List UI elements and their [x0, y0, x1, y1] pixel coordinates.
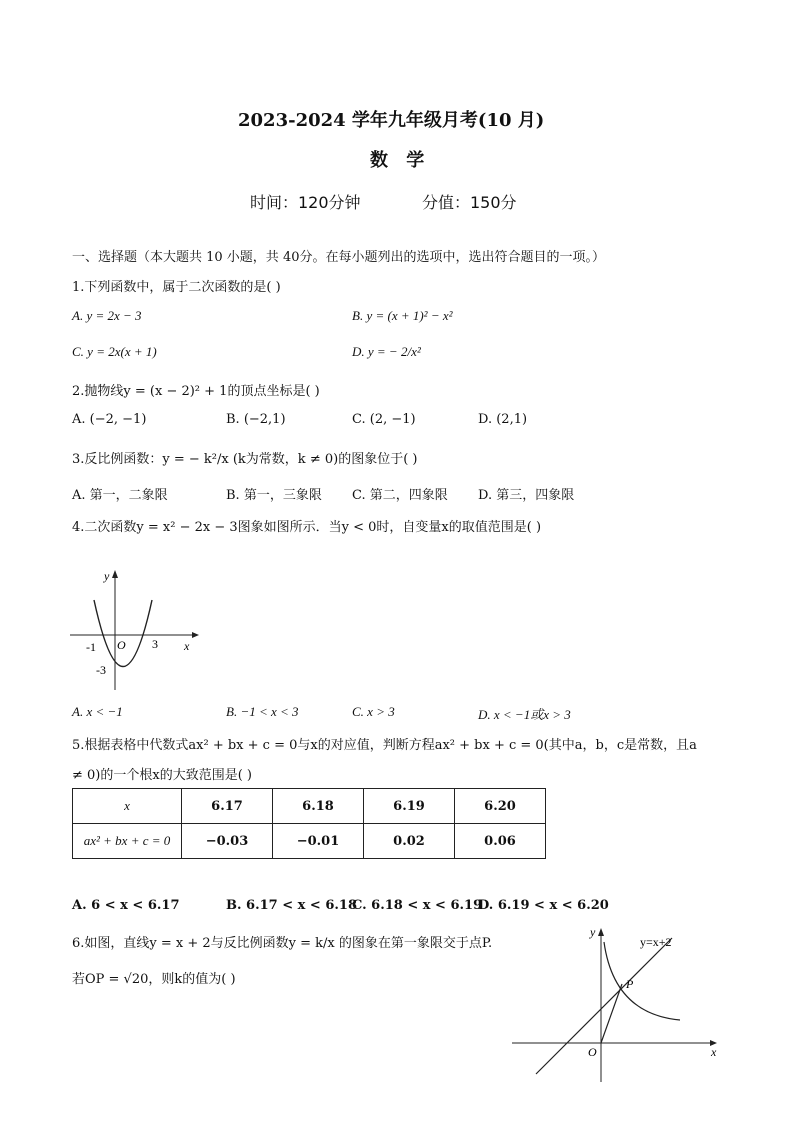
subject-title: 数 学: [370, 150, 431, 171]
root-3-label: 3: [152, 637, 158, 651]
origin-label: O: [588, 1045, 597, 1059]
question-6-stem-line1: 6.如图，直线y = x + 2与反比例函数y = k/x 的图象在第一象限交于点P.: [72, 936, 493, 951]
exam-title: 2023-2024 学年九年级月考(10 月): [238, 110, 545, 131]
x-axis-label: x: [711, 1045, 717, 1059]
question-2-stem: 2.抛物线y = (x − 2)² + 1的顶点坐标是( ): [72, 384, 320, 399]
q3-option-d[interactable]: D. 第三，四象限: [478, 488, 575, 503]
x-axis-arrow: [192, 632, 199, 638]
question-4-stem: 4.二次函数y = x² − 2x − 3图象如图所示．当y < 0时，自变量x的取值范围是( ): [72, 520, 542, 535]
line-hyperbola-graph: [508, 922, 728, 1088]
table-cell: −0.01: [273, 824, 364, 859]
x-axis-label: x: [184, 639, 190, 653]
q5-option-a[interactable]: A. 6 < x < 6.17: [72, 898, 180, 913]
score-label: 分值：150分: [422, 193, 517, 212]
q2-option-c[interactable]: C. (2, −1): [352, 412, 416, 427]
q3-option-b[interactable]: B. 第一，三象限: [226, 488, 322, 503]
line-y-x-plus-2: [536, 938, 672, 1074]
q4-option-d[interactable]: D. x < −1或x > 3: [478, 707, 571, 722]
q4-option-a[interactable]: A. x < −1: [72, 704, 123, 719]
q1-option-b[interactable]: B. y = (x + 1)² − x²: [352, 308, 453, 323]
table-row: [73, 789, 546, 824]
section-heading: 一、选择题（本大题共 10 小题，共 40分。在每小题列出的选项中，选出符合题目的一项。）: [72, 250, 605, 265]
question-5-stem-line2: ≠ 0)的一个根x的大致范围是( ): [72, 768, 252, 783]
q5-option-b[interactable]: B. 6.17 < x < 6.18: [226, 898, 358, 913]
y-axis-arrow: [598, 928, 604, 936]
q2-option-b[interactable]: B. (−2,1): [226, 412, 286, 427]
q2-option-a[interactable]: A. (−2, −1): [72, 412, 147, 427]
q3-option-a[interactable]: A. 第一，二象限: [72, 488, 168, 503]
y-axis-arrow: [112, 570, 118, 578]
q4-option-b[interactable]: B. −1 < x < 3: [226, 704, 299, 719]
q1-option-a[interactable]: A. y = 2x − 3: [72, 308, 142, 323]
q5-option-d[interactable]: D. 6.19 < x < 6.20: [478, 898, 609, 913]
table-cell: 0.06: [455, 824, 546, 859]
segment-op: [601, 984, 622, 1043]
q5-option-c[interactable]: C. 6.18 < x < 6.19: [352, 898, 483, 913]
table-row: [73, 824, 546, 859]
table-cell: 6.19: [364, 789, 455, 824]
values-table: [72, 788, 546, 859]
time-label: 时间：120分钟: [250, 193, 361, 212]
q4-option-c[interactable]: C. x > 3: [352, 704, 395, 719]
hyperbola-curve: [604, 942, 680, 1020]
question-3-stem: 3.反比例函数：y = − k²/x (k为常数，k ≠ 0)的图象位于( ): [72, 452, 418, 467]
question-1-stem: 1.下列函数中，属于二次函数的是( ): [72, 280, 281, 295]
table-cell: ax² + bx + c = 0: [73, 824, 182, 859]
parabola-graph: [66, 564, 206, 694]
point-p-label: P: [626, 977, 634, 991]
q3-option-c[interactable]: C. 第二，四象限: [352, 488, 448, 503]
y-axis-label: y: [104, 569, 110, 583]
table-cell: −0.03: [182, 824, 273, 859]
table-cell: 0.02: [364, 824, 455, 859]
table-cell: x: [73, 789, 182, 824]
line-equation-label: y=x+2: [640, 935, 672, 949]
table-cell: 6.20: [455, 789, 546, 824]
intercept-neg3-label: -3: [96, 663, 106, 677]
question-5-stem-line1: 5.根据表格中代数式ax² + bx + c = 0与x的对应值，判断方程ax² + bx + c = 0(其中a，b，c是常数，且a: [72, 738, 697, 753]
table-cell: 6.17: [182, 789, 273, 824]
q1-option-d[interactable]: D. y = − 2/x²: [352, 344, 421, 359]
q2-option-d[interactable]: D. (2,1): [478, 412, 528, 427]
root-neg1-label: -1: [86, 640, 96, 654]
origin-label: O: [117, 638, 126, 652]
y-axis-label: y: [590, 925, 596, 939]
question-6-stem-line2: 若OP = √20，则k的值为( ): [72, 972, 236, 987]
parabola-curve: [94, 600, 152, 667]
table-cell: 6.18: [273, 789, 364, 824]
q1-option-c[interactable]: C. y = 2x(x + 1): [72, 344, 157, 359]
